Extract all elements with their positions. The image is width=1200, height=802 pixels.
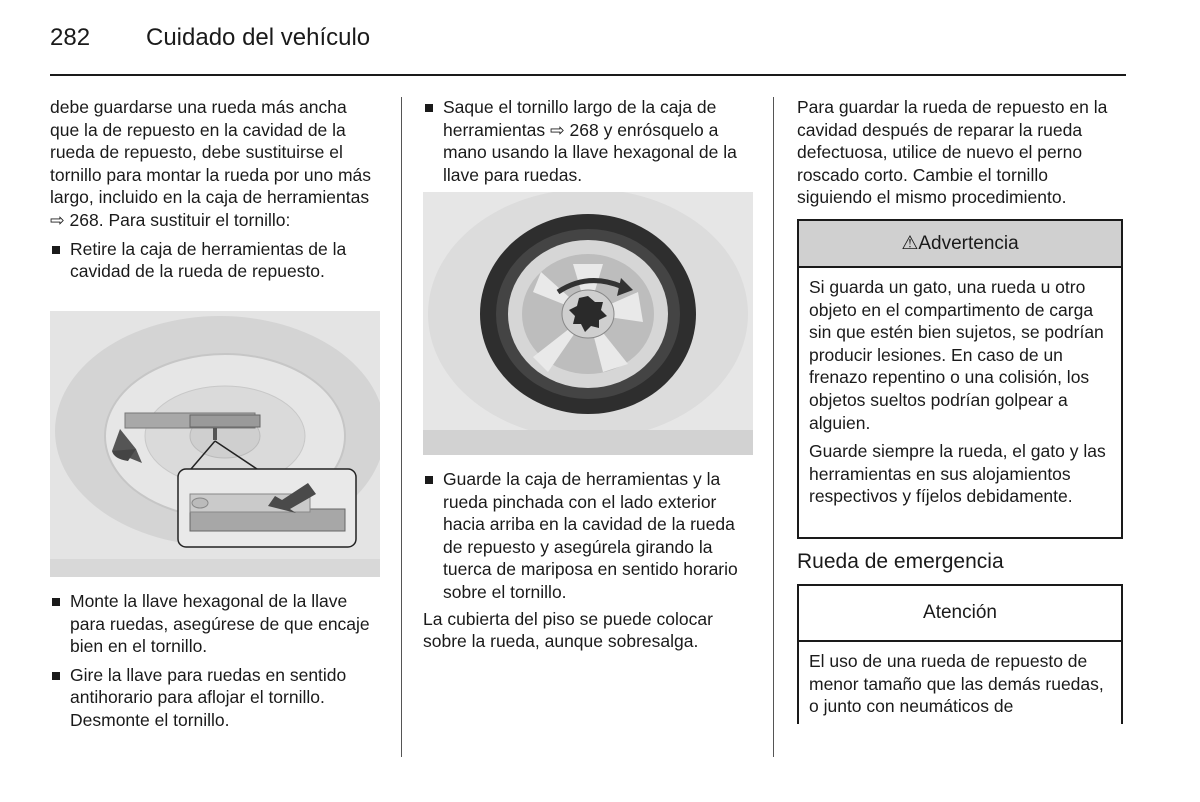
bullet-icon: [52, 598, 60, 606]
bullet-icon: [52, 672, 60, 680]
list-item: [423, 96, 753, 186]
attention-body: [799, 642, 1121, 718]
warning-body: [799, 268, 1121, 508]
warning-paragraph: Si guarda un gato, una rueda u otro objeto en el compartimento de carga sin que estén bien sujetos, se podrían producir lesiones. En caso de un frenazo repentino o una colisión, los objetos sueltos podrían golpear a alguien.: [809, 277, 1104, 433]
column-2-lower: [423, 468, 753, 653]
attention-paragraph: El uso de una rueda de repuesto de menor tamaño que las demás ruedas, o junto con neumáticos de: [809, 651, 1104, 717]
bullet-icon: [425, 104, 433, 112]
column-1-lower: [50, 590, 380, 732]
column-divider: [773, 97, 774, 757]
paragraph: La cubierta del piso se puede colocar sobre la rueda, aunque sobresalga.: [423, 608, 713, 652]
column-2: [423, 96, 753, 186]
paragraph: Para guardar la rueda de repuesto en la cavidad después de reparar la rueda defectuosa, utilice de nuevo el perno roscado corto. Cambie el tornillo siguiendo el mismo procedimiento.: [797, 97, 1108, 208]
column-divider: [401, 97, 402, 757]
column-3: [797, 96, 1127, 209]
page-number: 282: [50, 24, 91, 51]
bullet-icon: [52, 246, 60, 254]
list-item-text: Saque el tornillo largo de la caja de herramientas ⇨ 268 y enrósquelo a mano usando la llave hexagonal de la llave para ruedas.: [443, 97, 737, 185]
list-item-text: Guarde la caja de herramientas y la rueda pinchada con el lado exterior hacia arriba en la cavidad de la rueda de repuesto y asegúrela girando la tuerca de mariposa en sentido horario sobre el tornillo.: [443, 469, 738, 602]
list-item: [423, 468, 753, 604]
section-heading: Rueda de emergencia: [797, 550, 1004, 573]
intro-paragraph: debe guardarse una rueda más ancha que la de repuesto en la cavidad de la rueda de repuesto, debe sustituirse el tornillo para montar la rueda por uno más largo, incluido en la caja de herramientas ⇨ 268. Para sustituir el tornillo:: [50, 97, 372, 230]
attention-box: [797, 584, 1123, 724]
warning-paragraph: Guarde siempre la rueda, el gato y las herramientas en sus alojamientos respectivos y fíjelos debidamente.: [809, 441, 1106, 507]
page-title: Cuidado del vehículo: [146, 24, 371, 51]
toolbox-illustration: [50, 311, 380, 577]
bullet-icon: [425, 476, 433, 484]
list-item: [50, 664, 380, 732]
list-item-text: Retire la caja de herramientas de la cavidad de la rueda de repuesto.: [70, 238, 347, 282]
list-item: [50, 590, 380, 658]
list-item-text: Gire la llave para ruedas en sentido antihorario para aflojar el tornillo. Desmonte el tornillo.: [70, 664, 347, 730]
warning-box: [797, 219, 1123, 539]
list-item-text: Monte la llave hexagonal de la llave para ruedas, asegúrese de que encaje bien en el tornillo.: [70, 591, 370, 657]
column-1: [50, 96, 380, 283]
attention-title: Atención: [799, 586, 1121, 642]
header-rule: [50, 74, 1126, 76]
list-item: [50, 238, 380, 283]
warning-title: ⚠Advertencia: [799, 221, 1121, 268]
spare-wheel-illustration: [423, 192, 753, 455]
